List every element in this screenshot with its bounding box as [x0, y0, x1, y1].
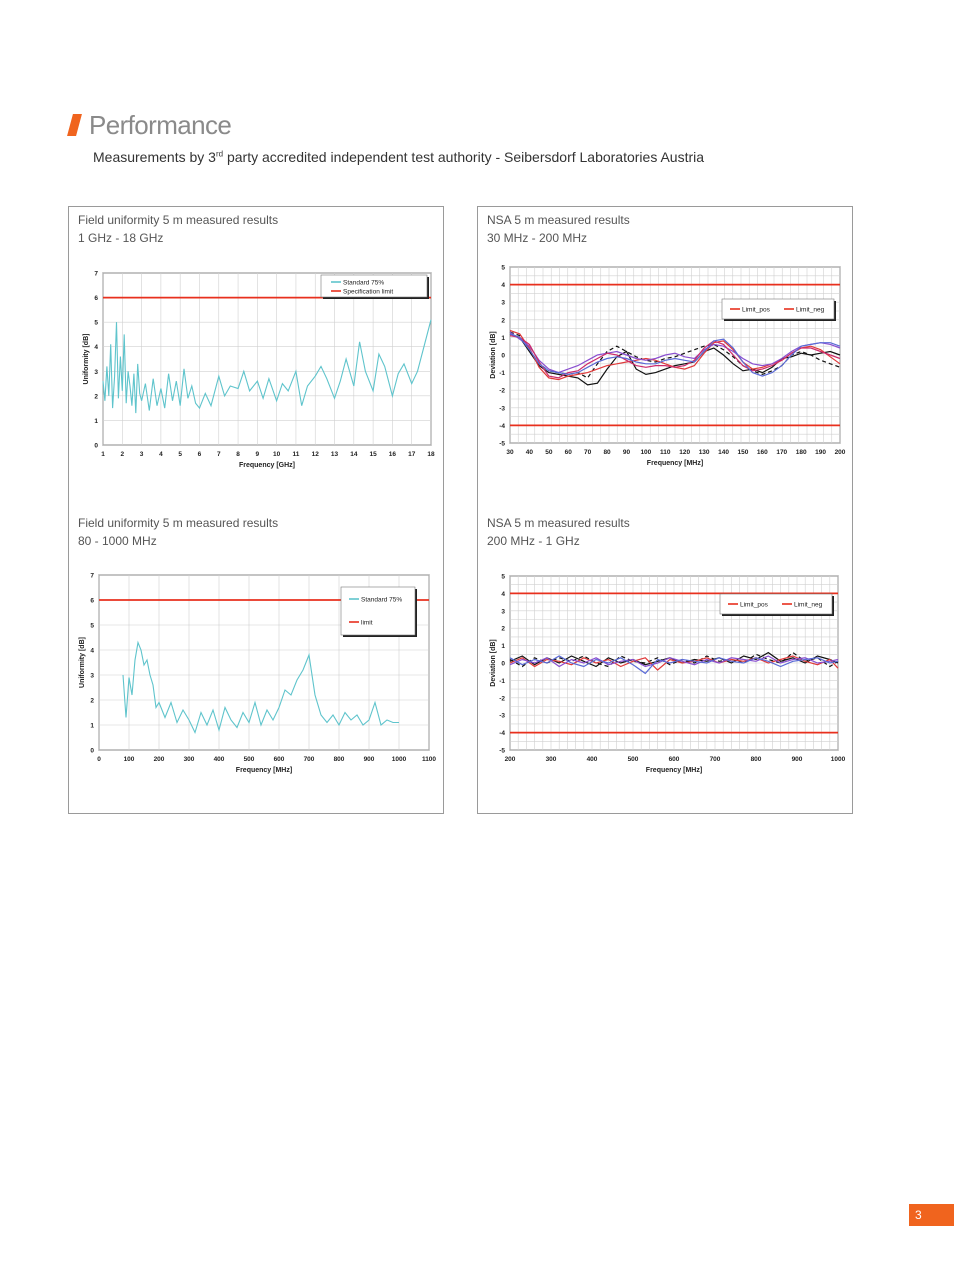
x-tick-label: 110 [660, 449, 671, 456]
x-tick-label: 16 [388, 451, 397, 458]
x-tick-label: 5 [178, 451, 182, 458]
x-tick-label: 8 [236, 451, 240, 458]
y-tick-label: -4 [499, 730, 505, 738]
y-tick-label: -2 [499, 387, 505, 395]
chart-nsa-low [478, 262, 852, 472]
y-tick-label: 0 [501, 660, 505, 668]
x-tick-label: 17 [408, 451, 416, 458]
legend-box [341, 587, 415, 635]
chart-caption-1 [78, 211, 278, 247]
y-tick-label: -1 [499, 677, 505, 685]
y-tick-label: 4 [501, 590, 505, 598]
x-tick-label: 6 [197, 451, 202, 458]
x-tick-label: 900 [791, 756, 803, 763]
x-tick-label: 130 [698, 449, 710, 456]
x-tick-label: 13 [330, 451, 339, 458]
chart-caption-4 [487, 514, 630, 550]
x-axis-label: Frequency [MHz] [646, 460, 704, 467]
y-axis-label: Deviation [dB] [490, 331, 497, 379]
heading [70, 110, 231, 140]
y-tick-label: -2 [499, 695, 505, 703]
caption-line1: Field uniformity 5 m measured results [78, 516, 279, 530]
x-tick-label: 500 [243, 756, 255, 763]
x-tick-label: 30 [506, 449, 514, 456]
x-axis-label: Frequency [MHz] [645, 767, 703, 774]
x-tick-label: 200 [834, 449, 846, 456]
y-tick-label: -1 [499, 370, 505, 378]
y-tick-label: 3 [501, 608, 505, 616]
y-tick-label: -3 [499, 712, 505, 720]
caption-line1: Field uniformity 5 m measured results [78, 213, 279, 227]
y-tick-label: 5 [501, 573, 505, 581]
y-tick-label: 5 [501, 264, 505, 272]
y-tick-label: 4 [501, 282, 505, 290]
x-tick-label: 140 [718, 449, 729, 456]
x-tick-label: 180 [795, 449, 807, 456]
x-tick-label: 18 [427, 451, 435, 458]
x-tick-label: 800 [750, 756, 762, 763]
x-tick-label: 300 [545, 756, 557, 763]
y-tick-label: 1 [501, 334, 505, 342]
y-tick-label: 2 [94, 393, 98, 401]
caption-line1: NSA 5 m measured results [487, 516, 630, 530]
x-tick-label: 600 [273, 756, 285, 763]
x-axis-label: Frequency [GHz] [238, 462, 296, 469]
subtitle-sup: rd [215, 149, 224, 159]
x-tick-label: 190 [815, 449, 827, 456]
chart-nsa-high [478, 567, 852, 777]
x-tick-label: 400 [586, 756, 598, 763]
panel-nsa [477, 206, 853, 814]
heading-marker [67, 114, 82, 136]
y-tick-label: 7 [90, 572, 94, 580]
x-tick-label: 14 [350, 451, 358, 458]
chart-caption-3 [78, 514, 278, 550]
x-tick-label: 100 [123, 756, 135, 763]
legend-label: Limit_pos [740, 601, 768, 609]
y-tick-label: -5 [499, 747, 505, 755]
chart-uniformity-mhz [69, 567, 443, 777]
y-tick-label: 0 [90, 747, 94, 755]
y-tick-label: -5 [499, 440, 505, 448]
x-tick-label: 1100 [421, 756, 437, 763]
y-tick-label: 3 [501, 299, 505, 307]
y-tick-label: 1 [90, 722, 94, 730]
caption-line1: NSA 5 m measured results [487, 213, 630, 227]
x-tick-label: 170 [776, 449, 788, 456]
panel-field-uniformity [68, 206, 444, 814]
y-axis-label: Uniformity [dB] [83, 333, 90, 385]
x-tick-label: 90 [622, 449, 631, 456]
x-tick-label: 700 [303, 756, 315, 763]
x-axis-label: Frequency [MHz] [235, 767, 293, 774]
chart-uniformity-ghz [69, 265, 443, 475]
y-tick-label: 3 [90, 672, 94, 680]
caption-line2: 200 MHz - 1 GHz [487, 534, 580, 548]
x-tick-label: 3 [139, 451, 144, 458]
legend-label: Limit_neg [796, 306, 825, 314]
x-tick-label: 4 [159, 451, 163, 458]
x-tick-label: 1 [101, 451, 105, 458]
y-tick-label: -4 [499, 422, 505, 430]
x-tick-label: 1000 [830, 756, 846, 763]
y-tick-label: 2 [501, 317, 505, 325]
x-tick-label: 800 [333, 756, 345, 763]
y-tick-label: -3 [499, 405, 505, 413]
x-tick-label: 9 [255, 451, 260, 458]
y-tick-label: 4 [90, 647, 94, 655]
x-tick-label: 700 [709, 756, 721, 763]
x-tick-label: 80 [603, 449, 611, 456]
x-tick-label: 200 [504, 756, 516, 763]
x-tick-label: 2 [120, 451, 125, 458]
legend-label: Limit_neg [794, 601, 823, 609]
x-tick-label: 0 [97, 756, 101, 763]
x-tick-label: 400 [213, 756, 225, 763]
x-tick-label: 160 [756, 449, 768, 456]
x-tick-label: 40 [525, 449, 534, 456]
x-tick-label: 300 [183, 756, 195, 763]
y-tick-label: 0 [501, 352, 505, 360]
chart-caption-2 [487, 211, 630, 247]
y-tick-label: 5 [94, 319, 98, 327]
legend-label: Specification limit [343, 288, 394, 296]
y-axis-label: Deviation [dB] [490, 639, 497, 687]
legend-label: limit [361, 619, 373, 627]
x-tick-label: 200 [153, 756, 165, 763]
x-tick-label: 11 [292, 451, 300, 458]
x-tick-label: 15 [369, 451, 377, 458]
x-tick-label: 60 [564, 449, 572, 456]
x-tick-label: 120 [679, 449, 691, 456]
page-number: 3 [909, 1204, 954, 1226]
y-tick-label: 6 [94, 295, 98, 303]
y-tick-label: 0 [94, 442, 98, 450]
y-tick-label: 1 [501, 643, 505, 651]
x-tick-label: 50 [545, 449, 553, 456]
x-tick-label: 100 [640, 449, 652, 456]
page-title: Performance [89, 109, 232, 140]
legend-label: Standard 75% [343, 279, 385, 287]
y-tick-label: 7 [94, 270, 98, 278]
x-tick-label: 500 [627, 756, 639, 763]
x-tick-label: 150 [737, 449, 749, 456]
legend-label: Limit_pos [742, 306, 770, 314]
y-tick-label: 4 [94, 344, 98, 352]
x-tick-label: 900 [363, 756, 375, 763]
x-tick-label: 70 [584, 449, 592, 456]
y-tick-label: 6 [90, 597, 94, 605]
y-tick-label: 5 [90, 622, 94, 630]
legend-label: Standard 75% [361, 596, 403, 604]
y-tick-label: 3 [94, 368, 98, 376]
x-tick-label: 1000 [391, 756, 407, 763]
caption-line2: 1 GHz - 18 GHz [78, 231, 164, 245]
subtitle-pre: Measurements by 3 [93, 149, 216, 165]
x-tick-label: 10 [273, 451, 281, 458]
subtitle-post: party accredited independent test authority - Seibersdorf Laboratories Austria [223, 149, 705, 165]
y-tick-label: 2 [90, 697, 94, 705]
caption-line2: 30 MHz - 200 MHz [487, 231, 588, 245]
x-tick-label: 7 [216, 451, 221, 458]
x-tick-label: 12 [311, 451, 319, 458]
caption-line2: 80 - 1000 MHz [78, 534, 157, 548]
y-axis-label: Uniformity [dB] [79, 637, 86, 688]
y-tick-label: 1 [94, 417, 98, 425]
y-tick-label: 2 [501, 625, 505, 633]
page-subtitle [93, 149, 704, 165]
x-tick-label: 600 [668, 756, 680, 763]
